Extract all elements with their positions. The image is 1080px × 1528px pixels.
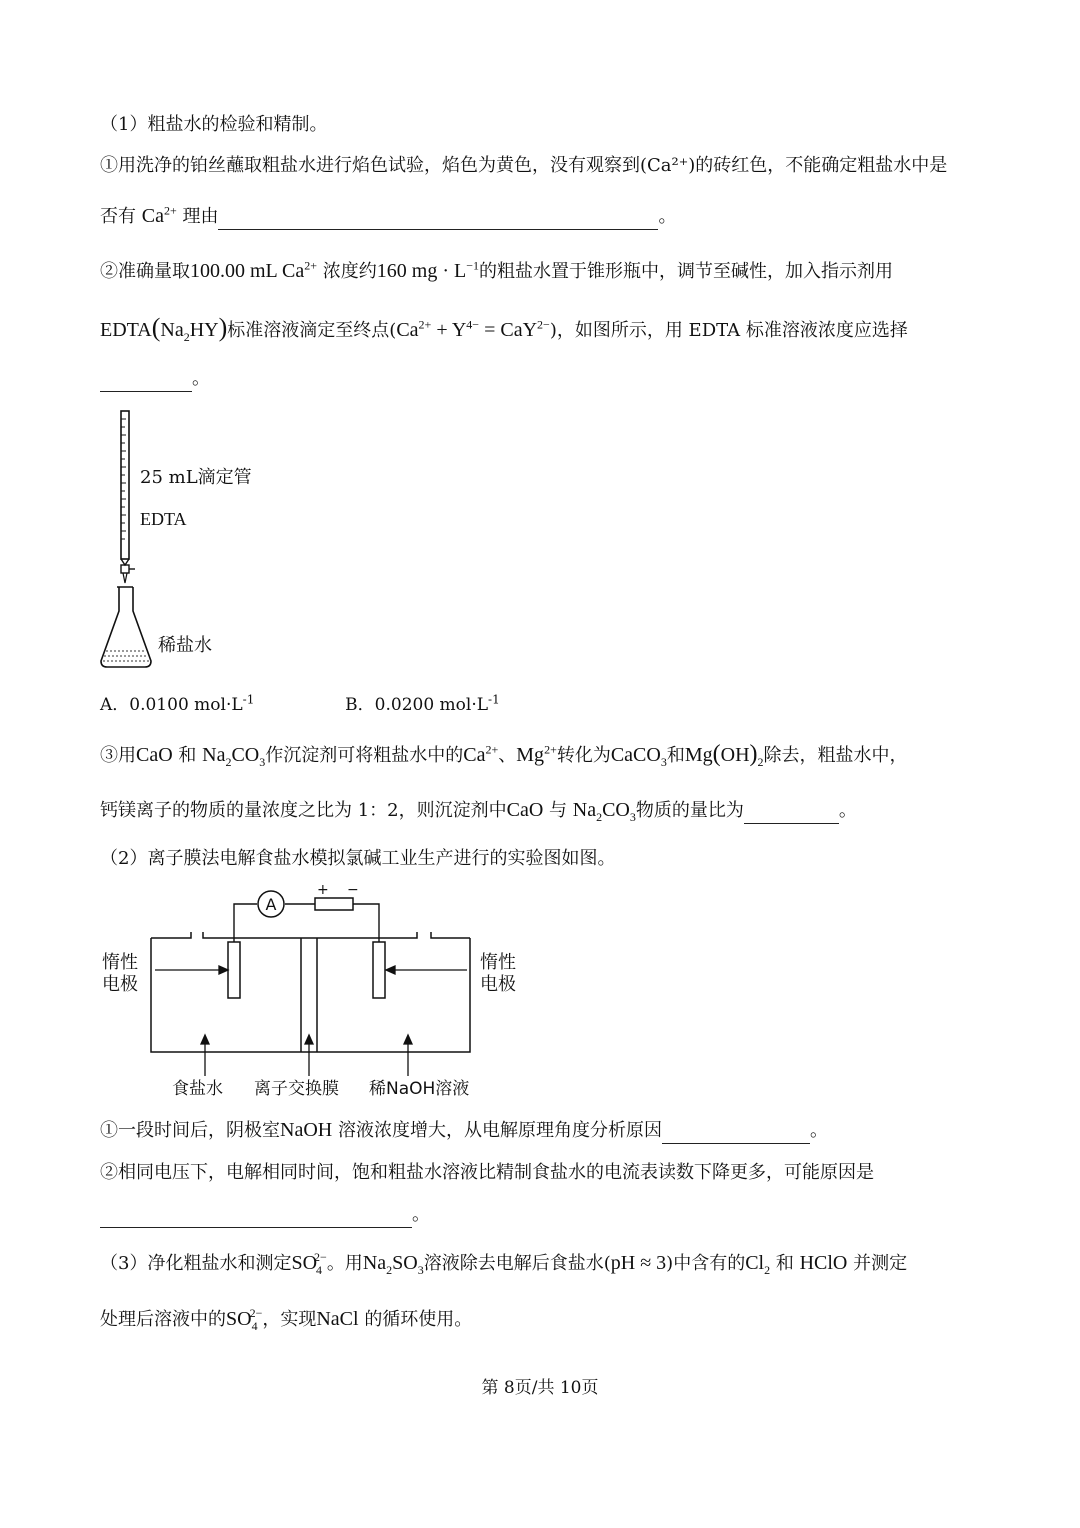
right-electrode [373, 942, 385, 998]
flask-label: 稀盐水 [158, 635, 212, 656]
circuit-wires [234, 904, 379, 942]
electrolysis-figure [95, 880, 535, 1100]
minus-sign: − [347, 882, 359, 898]
answer-blank[interactable] [100, 371, 192, 392]
q1-p3-line2: 钙镁离子的物质的量浓度之比为 1：2，则沉淀剂中CaO 与 $Na_2CO_3$物质的量比为 。 [100, 799, 857, 824]
edta-label: EDTA [140, 509, 187, 529]
burette-tip [121, 559, 129, 565]
option-b[interactable]: B．0.0200 $mol\cdot L^{-1}$ [345, 692, 500, 715]
q2-heading: （2）离子膜法电解食盐水模拟氯碱工业生产进行的实验图如图。 [100, 848, 616, 869]
q2-s2-blank-line: 。 [100, 1202, 984, 1228]
solution-hatch [103, 651, 149, 661]
q3-line1: （3）净化粗盐水和测定$SO_4^{2-}$。用$Na_2SO_3$溶液除去电解后食盐水(pH ≈ 3)中含有的$Cl_2$ 和 HClO 并测定 [100, 1250, 908, 1277]
label-naoh: 稀NaOH溶液 [369, 1079, 470, 1099]
q1-p2-line3: 。 [100, 366, 984, 392]
page-number: 第 8页/共 10页 [481, 1378, 599, 1398]
q1-heading: （1）粗盐水的检验和精制。 [100, 114, 328, 135]
label-membrane: 离子交换膜 [254, 1079, 339, 1099]
label-brine: 食盐水 [172, 1079, 223, 1099]
q1-p3-line1: ③用CaO 和 $Na_2CO_3$作沉淀剂可将粗盐水中的$Ca^{2+}$、$Mg^{2+}$转化为CaCO$_3$和$Mg(OH)_2$除去，粗盐水中， [100, 741, 908, 769]
plus-sign: + [317, 882, 329, 898]
q1-p2-line1: ②准确量取100.00 mL $Ca^{2+}$ 浓度约160 mg · $L^{-1}$的粗盐水置于锥形瓶中，调节至碱性，加入指示剂用 [100, 258, 893, 282]
answer-blank[interactable] [662, 1123, 810, 1144]
answer-blank[interactable] [744, 803, 839, 824]
ammeter-letter: A [265, 895, 277, 914]
q2-s1: ①一段时间后，阴极室NaOH 溶液浓度增大，从电解原理角度分析原因 。 [100, 1117, 984, 1144]
electrolysis-tank [151, 932, 470, 1052]
conical-flask [101, 587, 151, 667]
right-electrode-label: 惰性 电极 [480, 952, 516, 995]
answer-blank[interactable] [218, 209, 658, 230]
burette-tube [121, 411, 129, 559]
q1-p1-line1: ①用洗净的铂丝蘸取粗盐水进行焰色试验，焰色为黄色，没有观察到(Ca²⁺)的砖红色，不能确定粗盐水中是 [100, 155, 948, 176]
burette-label: 25 mL滴定管 [140, 467, 252, 488]
q2-s2: ②相同电压下，电解相同时间，饱和粗盐水溶液比精制食盐水的电流表读数下降更多，可能原因是 [100, 1162, 874, 1183]
options-row [100, 692, 984, 718]
left-electrode-label: 惰性 电极 [102, 952, 138, 995]
q3-line2: 处理后溶液中的$SO_4^{2-}$，实现NaCl 的循环使用。 [100, 1306, 473, 1333]
option-a[interactable]: A．0.0100 $mol\cdot L^{-1}$ [100, 692, 255, 715]
answer-blank[interactable] [100, 1207, 412, 1228]
power-supply [315, 898, 353, 910]
q1-p1-line2: 否有 $Ca^{2+}$ 理由 。 [100, 203, 984, 230]
q1-p2-line2: $EDTA(Na_2HY)$标准溶液滴定至终点$(Ca^{2+} + Y^{4-} = CaY^{2-})$，如图所示，用 EDTA 标准溶液浓度应选择 [100, 313, 908, 344]
left-electrode [228, 942, 240, 998]
